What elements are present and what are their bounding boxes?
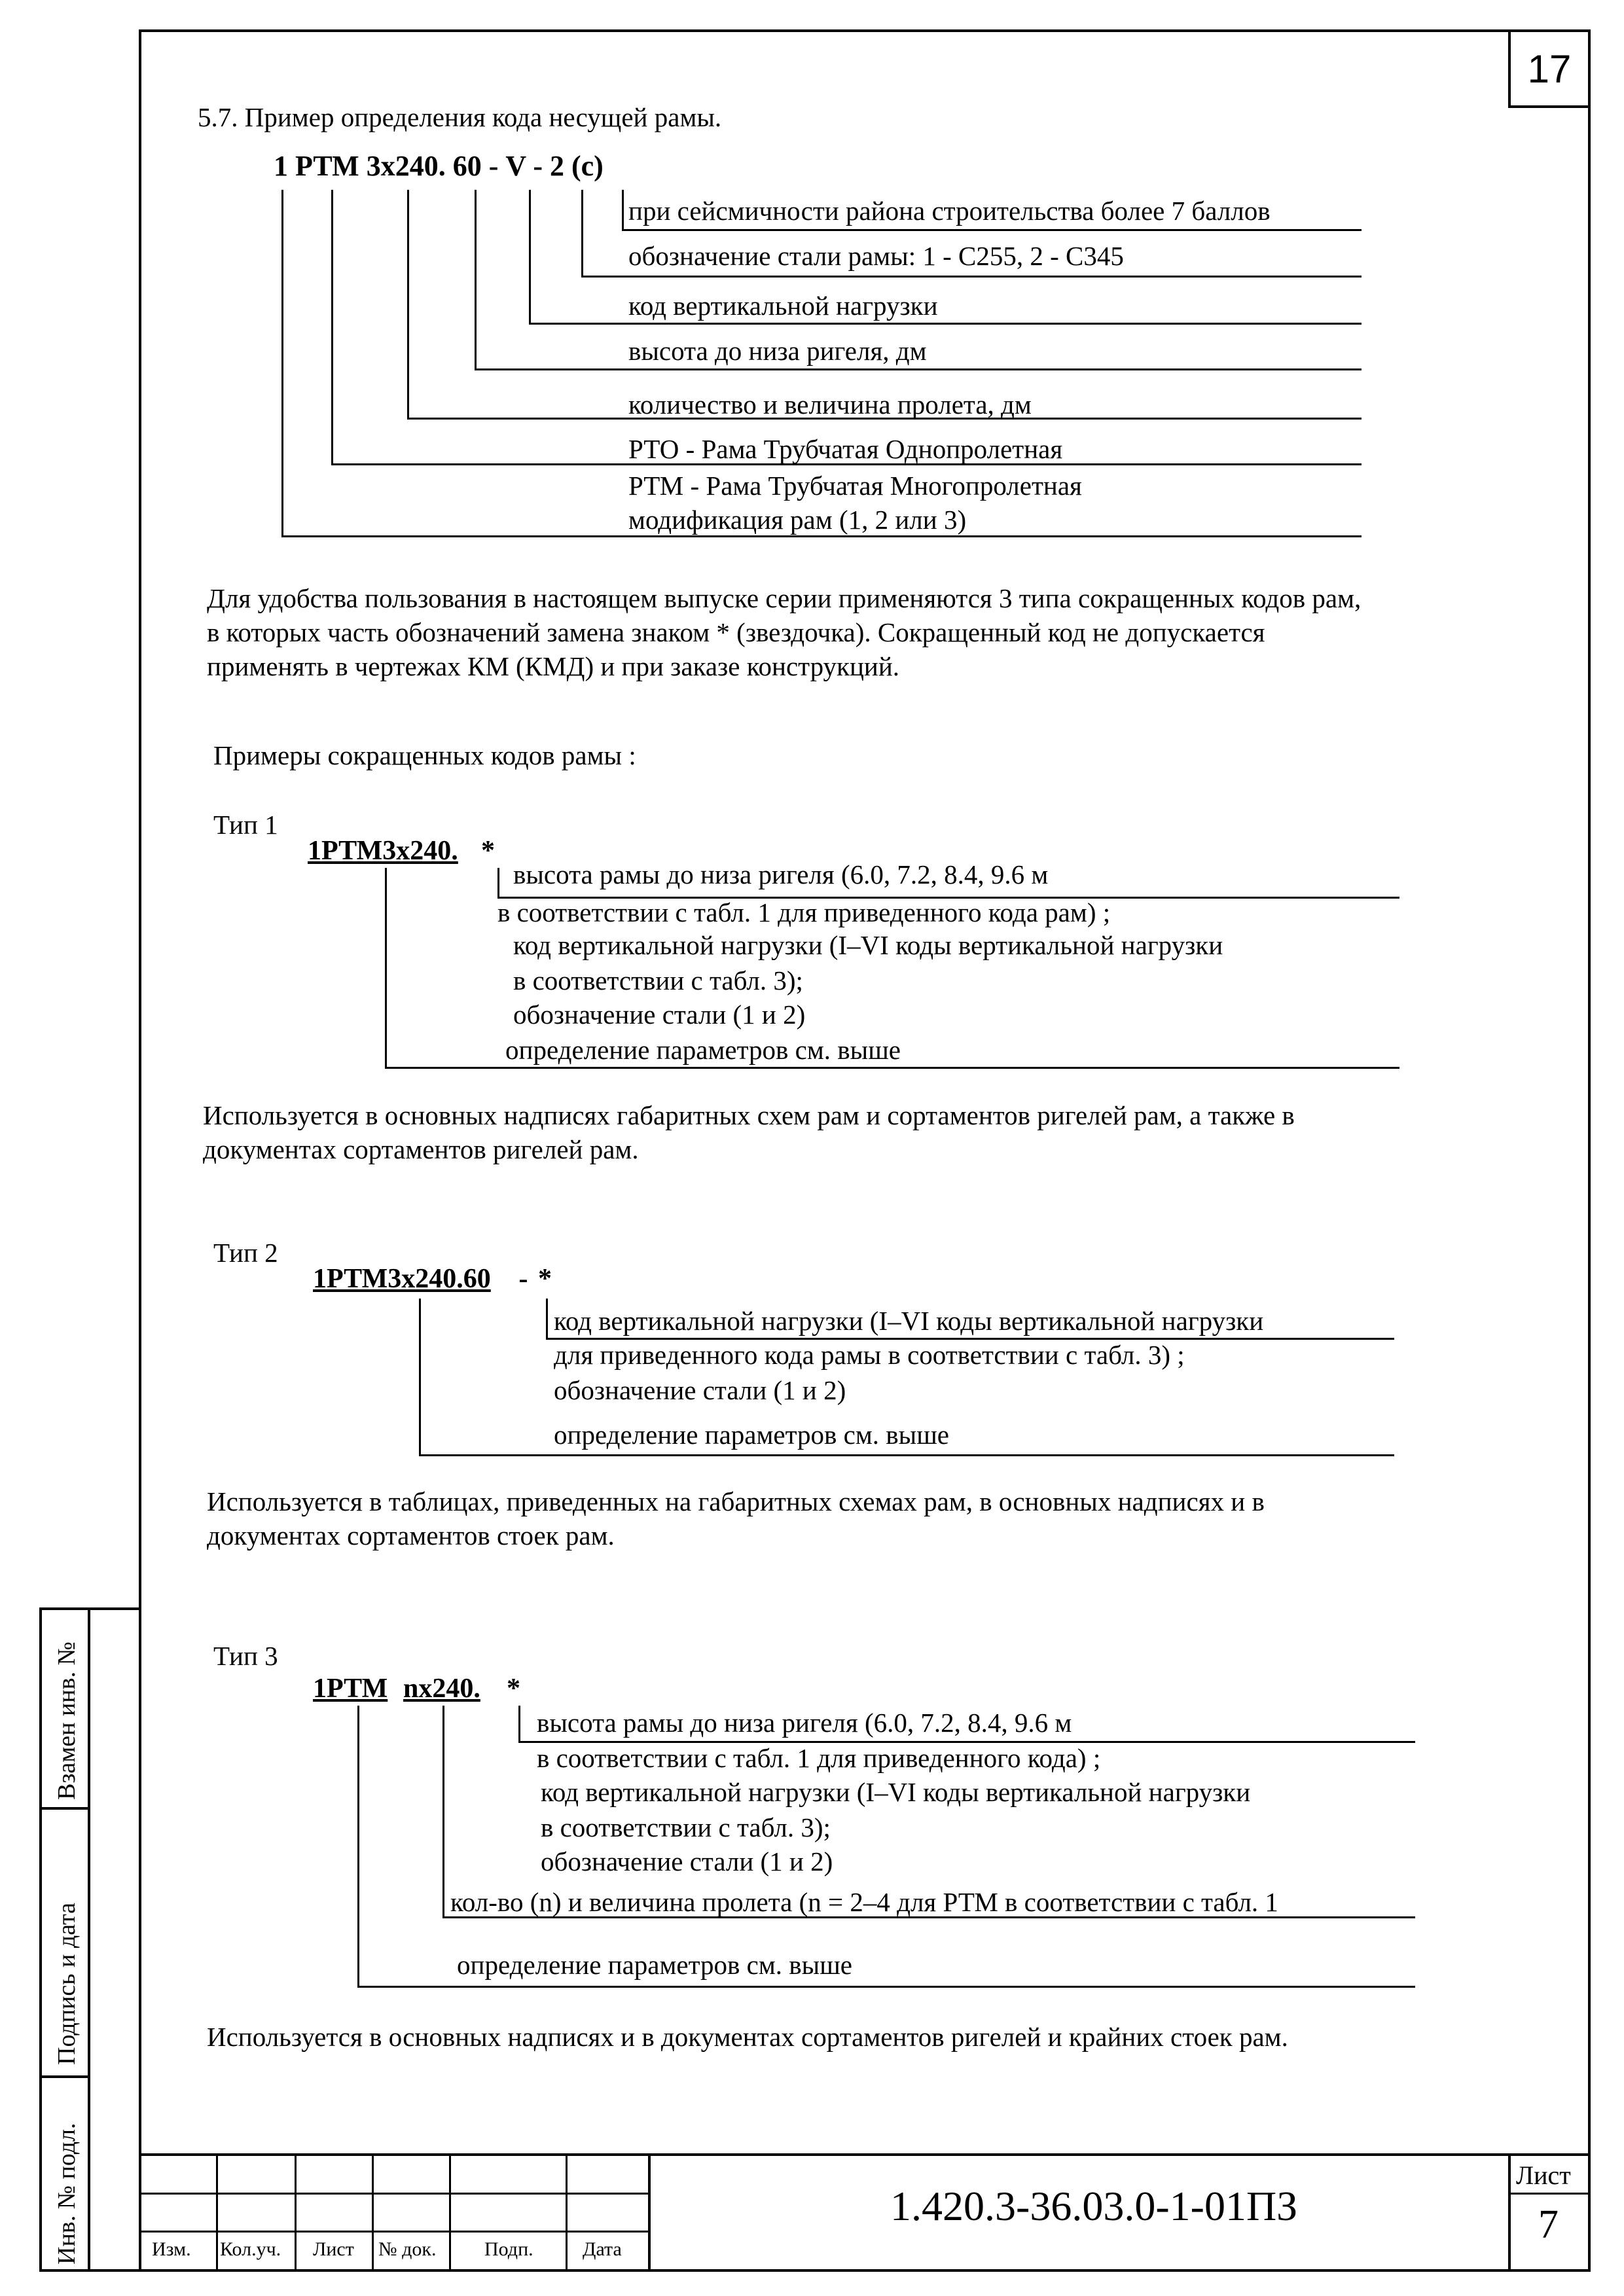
type1-item: определение параметров см. выше bbox=[505, 1035, 901, 1065]
type2-usage: Используется в таблицах, приведенных на габаритных схемах рам, в основных надписях и в bbox=[207, 1486, 1265, 1516]
side-label-inv: Инв. № подл. bbox=[53, 2123, 81, 2265]
stamp-col-line bbox=[295, 2153, 297, 2271]
bracket-line bbox=[419, 1454, 1394, 1456]
stamp-col-line bbox=[648, 2153, 651, 2271]
type2-code: 1РТМ3х240.60 bbox=[313, 1264, 491, 1294]
bracket-line bbox=[419, 1299, 421, 1456]
type2-star: * bbox=[538, 1264, 552, 1294]
stamp-header-data: Дата bbox=[583, 2238, 622, 2260]
main-item: РТМ - Рама Трубчатая Многопролетная bbox=[628, 471, 1082, 501]
type3-item: код вертикальной нагрузки (I–VI коды вертикальной нагрузки bbox=[541, 1777, 1251, 1807]
bracket-line bbox=[407, 190, 409, 419]
type3-item: высота рамы до низа ригеля (6.0, 7.2, 8.4, 9.6 м bbox=[537, 1708, 1072, 1738]
bracket-line bbox=[357, 1986, 1415, 1988]
bracket-line bbox=[622, 190, 624, 229]
bracket-line bbox=[385, 868, 387, 1068]
examples-heading: Примеры сокращенных кодов рамы : bbox=[213, 740, 636, 770]
side-stamp bbox=[39, 1607, 139, 2272]
stamp-header-izm: Изм. bbox=[152, 2238, 191, 2260]
bracket-line bbox=[581, 190, 583, 277]
intro-line: в которых часть обозначений замена знаком * (звездочка). Сокращенный код не допускается bbox=[207, 617, 1265, 647]
type2-sep: - bbox=[512, 1264, 535, 1294]
page-number: 17 bbox=[1508, 29, 1591, 108]
stamp-header-podp: Подп. bbox=[484, 2238, 533, 2260]
stamp-row-line bbox=[139, 2231, 649, 2233]
stamp-header-list: Лист bbox=[313, 2238, 354, 2260]
main-item: высота до низа ригеля, дм bbox=[628, 336, 927, 366]
stamp-header-nodok: № док. bbox=[378, 2238, 437, 2260]
sheet-label: Лист bbox=[1516, 2161, 1571, 2190]
sheet-number: 7 bbox=[1538, 2202, 1559, 2247]
bracket-line bbox=[529, 190, 531, 324]
type3-star: * bbox=[507, 1674, 520, 1704]
bracket-line bbox=[281, 190, 283, 537]
type3-code-a: 1РТМ bbox=[313, 1674, 388, 1704]
bracket-line bbox=[622, 229, 1362, 231]
main-item: РТО - Рама Трубчатая Однопролетная bbox=[628, 434, 1063, 464]
document-code: 1.420.3-36.03.0-1-01ПЗ bbox=[890, 2183, 1298, 2229]
type2-item: обозначение стали (1 и 2) bbox=[554, 1375, 846, 1405]
stamp-col-line bbox=[449, 2153, 451, 2271]
intro-line: Для удобства пользования в настоящем выпуске серии применяются 3 типа сокращенных кодов рам, bbox=[207, 583, 1362, 613]
type1-item: обозначение стали (1 и 2) bbox=[513, 999, 806, 1030]
type3-usage: Используется в основных надписях и в документах сортаментов ригелей и крайних стоек рам. bbox=[207, 2022, 1288, 2052]
type1-usage: Используется в основных надписях габаритных схем рам и сортаментов ригелей рам, а также в bbox=[203, 1100, 1295, 1130]
main-item: код вертикальной нагрузки bbox=[628, 291, 938, 321]
type3-item: в соответствии с табл. 1 для приведенного кода) ; bbox=[537, 1743, 1101, 1773]
main-item: модификация рам (1, 2 или 3) bbox=[628, 505, 967, 535]
bracket-line bbox=[518, 1706, 520, 1742]
bracket-line bbox=[497, 868, 499, 898]
side-stamp-divider bbox=[88, 1610, 90, 2269]
bracket-line bbox=[529, 323, 1362, 325]
main-item: обозначение стали рамы: 1 - С255, 2 - С345 bbox=[628, 241, 1124, 271]
stamp-row-line bbox=[1508, 2193, 1591, 2195]
type2-item: для приведенного кода рамы в соответствии с табл. 3) ; bbox=[554, 1340, 1185, 1370]
type1-item: код вертикальной нагрузки (I–VI коды вертикальной нагрузки bbox=[513, 930, 1223, 960]
type2-item: определение параметров см. выше bbox=[554, 1420, 949, 1450]
type1-item: в соответствии с табл. 3); bbox=[513, 965, 803, 996]
bracket-line bbox=[475, 368, 1362, 370]
main-item: при сейсмичности района строительства более 7 баллов bbox=[628, 196, 1271, 226]
type1-usage: документах сортаментов ригелей рам. bbox=[203, 1134, 639, 1164]
bracket-line bbox=[281, 535, 1362, 537]
intro-line: применять в чертежах КМ (КМД) и при заказе конструкций. bbox=[207, 651, 900, 681]
bracket-line bbox=[357, 1706, 359, 1987]
bracket-line bbox=[442, 1706, 444, 1918]
type3-label: Тип 3 bbox=[213, 1641, 278, 1671]
stamp-col-line bbox=[1508, 2153, 1511, 2271]
bracket-line bbox=[331, 190, 333, 465]
type2-usage: документах сортаментов стоек рам. bbox=[207, 1520, 615, 1551]
stamp-col-line bbox=[372, 2153, 374, 2271]
stamp-col-line bbox=[216, 2153, 218, 2271]
main-item: количество и величина пролета, дм bbox=[628, 389, 1032, 420]
type1-star: * bbox=[481, 836, 495, 866]
type3-code-b: nх240. bbox=[403, 1674, 480, 1704]
bracket-line bbox=[475, 190, 477, 370]
main-code: 1 РТМ 3х240. 60 - V - 2 (с) bbox=[274, 150, 604, 182]
type2-item: код вертикальной нагрузки (I–VI коды вертикальной нагрузки bbox=[554, 1306, 1264, 1336]
type3-item: кол-во (n) и величина пролета (n = 2–4 для РТМ в соответствии с табл. 1 bbox=[450, 1887, 1278, 1917]
bracket-line bbox=[385, 1067, 1399, 1069]
stamp-row-line bbox=[139, 2193, 649, 2195]
side-label-podpis: Подпись и дата bbox=[53, 1902, 81, 2065]
type1-label: Тип 1 bbox=[213, 810, 278, 840]
type1-item: в соответствии с табл. 1 для приведенного кода рам) ; bbox=[497, 897, 1111, 927]
stamp-header-kolych: Кол.уч. bbox=[220, 2238, 281, 2260]
type2-label: Тип 2 bbox=[213, 1238, 278, 1268]
stamp-col-line bbox=[566, 2153, 568, 2271]
type3-item: обозначение стали (1 и 2) bbox=[541, 1846, 833, 1876]
side-label-vzamen: Взамен инв. № bbox=[53, 1641, 81, 1800]
bracket-line bbox=[546, 1299, 548, 1339]
type3-item: в соответствии с табл. 3); bbox=[541, 1812, 831, 1842]
bracket-line bbox=[581, 276, 1362, 278]
type1-code: 1РТМ3х240. bbox=[308, 836, 458, 866]
type1-item: высота рамы до низа ригеля (6.0, 7.2, 8.4, 9.6 м bbox=[513, 859, 1049, 889]
type3-item: определение параметров см. выше bbox=[457, 1950, 852, 1980]
section-heading: 5.7. Пример определения кода несущей рамы. bbox=[198, 102, 722, 132]
stamp-top-border bbox=[139, 2153, 1591, 2156]
